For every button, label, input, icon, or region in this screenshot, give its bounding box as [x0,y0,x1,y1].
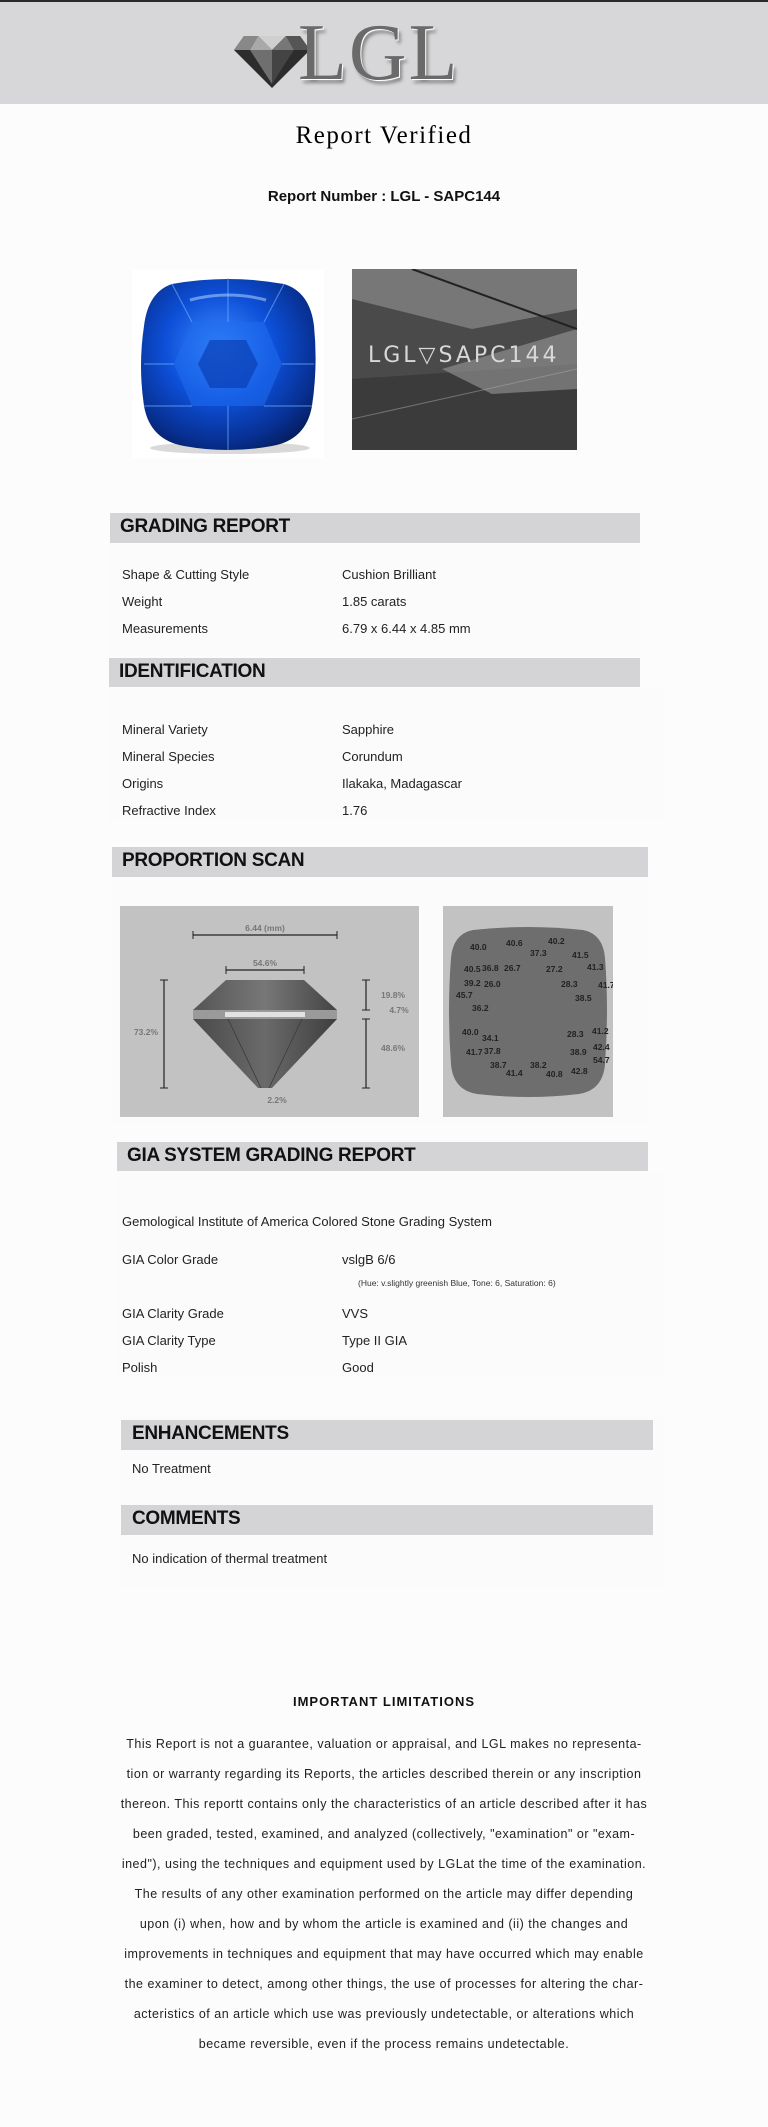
mineral-variety-label: Mineral Variety [122,722,208,737]
comments-text: No indication of thermal treatment [132,1551,328,1566]
limitations-line: improvements in techniques and equipment that may have occurred which may enable [124,1947,644,1961]
sapphire-photo [132,270,324,458]
profile-diagram [120,906,419,1117]
inscription-text: LGL▽SAPC144 [368,343,560,368]
cushion-value-label: 38.7 [490,1060,507,1070]
gia-system-text: Gemological Institute of America Colored Stone Grading System [122,1214,492,1229]
refractive-index-value: 1.76 [342,803,368,818]
limitations-line: the examiner to detect, among other things, the use of processes for altering the char- [124,1977,644,1991]
cushion-value-label: 40.0 [462,1027,479,1037]
cushion-value-label: 26.7 [504,963,521,973]
culet-label: 2.2% [267,1095,287,1105]
cushion-value-label: 37.3 [530,948,547,958]
shape-value: Cushion Brilliant [342,567,436,582]
cushion-value-label: 26.0 [484,979,501,989]
enhancements-text: No Treatment [132,1461,211,1476]
cushion-value-label: 40.6 [506,938,523,948]
weight-value: 1.85 carats [342,594,407,609]
limitations-line: been graded, tested, examined, and analyzed (collectively, "examination" or "exam- [132,1827,636,1841]
proportion-scan-header [112,847,648,877]
pavilion-label: 48.6% [380,1043,406,1053]
cushion-value-label: 38.5 [575,993,592,1003]
measurements-value: 6.79 x 6.44 x 4.85 mm [342,621,471,636]
grading-report-heading: GRADING REPORT [120,516,290,537]
cushion-value-label: 41.5 [572,950,589,960]
cushion-value-label: 42.4 [593,1042,610,1052]
cushion-value-label: 28.3 [567,1029,584,1039]
gia-color-value: vslgB 6/6 [342,1252,396,1267]
limitations-line: tion or warranty regarding its Reports, the articles described therein or any inscription [126,1767,642,1781]
logo-text: LGL [298,9,460,97]
gia-header [117,1142,648,1171]
cushion-value-label: 34.1 [482,1033,499,1043]
cushion-map [443,906,613,1117]
limitations-line: upon (i) when, how and by whom the article is examined and (ii) the changes and [139,1917,629,1931]
origins-label: Origins [122,776,164,791]
gia-clarity-label: GIA Clarity Grade [122,1306,224,1321]
mineral-species-label: Mineral Species [122,749,215,764]
limitations-line: The results of any other examination performed on the article may differ depending [134,1887,634,1901]
cushion-value-label: 40.0 [470,942,487,952]
cushion-value-label: 41.4 [506,1068,523,1078]
limitations-line: ined"), using the techniques and equipment used by LGLat the time of the examination. [121,1857,647,1871]
limitations-line: This Report is not a guarantee, valuation or appraisal, and LGL makes no representa- [126,1737,642,1751]
cushion-value-label: 54.7 [593,1055,610,1065]
polish-label: Polish [122,1360,158,1375]
laser-inscription-photo [352,269,577,450]
limitations-line: thereon. This reportt contains only the characteristics of an article described after it has [120,1797,648,1811]
origins-value: Ilakaka, Madagascar [342,776,462,791]
cushion-value-label: 45.7 [456,990,473,1000]
page-title: Report Verified [295,122,473,149]
enhancements-header [121,1420,653,1450]
gia-heading: GIA SYSTEM GRADING REPORT [127,1145,416,1166]
table-label: 54.6% [252,958,278,968]
width-label: 6.44 (mm) [245,923,285,933]
refractive-index-label: Refractive Index [122,803,216,818]
lgl-logo [232,9,492,97]
shape-label: Shape & Cutting Style [122,567,250,582]
cushion-value-label: 38.2 [530,1060,547,1070]
enhancements-heading: ENHANCEMENTS [132,1423,289,1444]
weight-label: Weight [122,594,163,609]
cushion-value-label: 42.8 [571,1066,588,1076]
report-number: Report Number : LGL - SAPC144 [267,188,501,205]
crown-label: 19.8% [380,990,406,1000]
cushion-value-label: 41.7 [466,1047,483,1057]
gia-color-note: (Hue: v.slightly greenish Blue, Tone: 6, Saturation: 6) [358,1278,556,1288]
cushion-value-label: 41.3 [587,962,604,972]
cushion-value-label: 41.2 [592,1026,609,1036]
limitations-line: became reversible, even if the process remains undetectable. [198,2037,570,2051]
gia-clarity-type-value: Type II GIA [342,1333,408,1348]
depth-label: 73.2% [133,1027,159,1037]
cushion-value-label: 27.2 [546,964,563,974]
girdle-label: 4.7% [389,1005,409,1015]
cushion-value-label: 28.3 [561,979,578,989]
limitations-line: acteristics of an article which use was previously undetectable, or alterations which [133,2007,635,2021]
grading-report-header [110,513,640,543]
mineral-variety-value: Sapphire [342,722,395,737]
cushion-value-label: 41.7 [598,980,613,990]
cushion-value-label: 37.8 [484,1046,501,1056]
limitations-title: IMPORTANT LIMITATIONS [292,1694,476,1709]
comments-header [121,1505,653,1535]
cushion-value-label: 40.8 [546,1069,563,1079]
gia-color-label: GIA Color Grade [122,1252,219,1267]
cushion-value-label: 40.5 [464,964,481,974]
cushion-value-label: 40.2 [548,936,565,946]
gia-clarity-value: VVS [342,1306,369,1321]
measurements-label: Measurements [122,621,208,636]
cushion-value-label: 39.2 [464,978,481,988]
cushion-value-label: 36.8 [482,963,499,973]
proportion-scan-heading: PROPORTION SCAN [122,850,305,871]
cushion-value-label: 38.9 [570,1047,587,1057]
comments-heading: COMMENTS [132,1508,241,1529]
identification-heading: IDENTIFICATION [119,661,266,682]
mineral-species-value: Corundum [342,749,403,764]
header-banner [0,2,768,104]
cushion-value-label: 36.2 [472,1003,489,1013]
polish-value: Good [342,1360,374,1375]
identification-header [109,658,640,687]
gia-clarity-type-label: GIA Clarity Type [122,1333,216,1348]
